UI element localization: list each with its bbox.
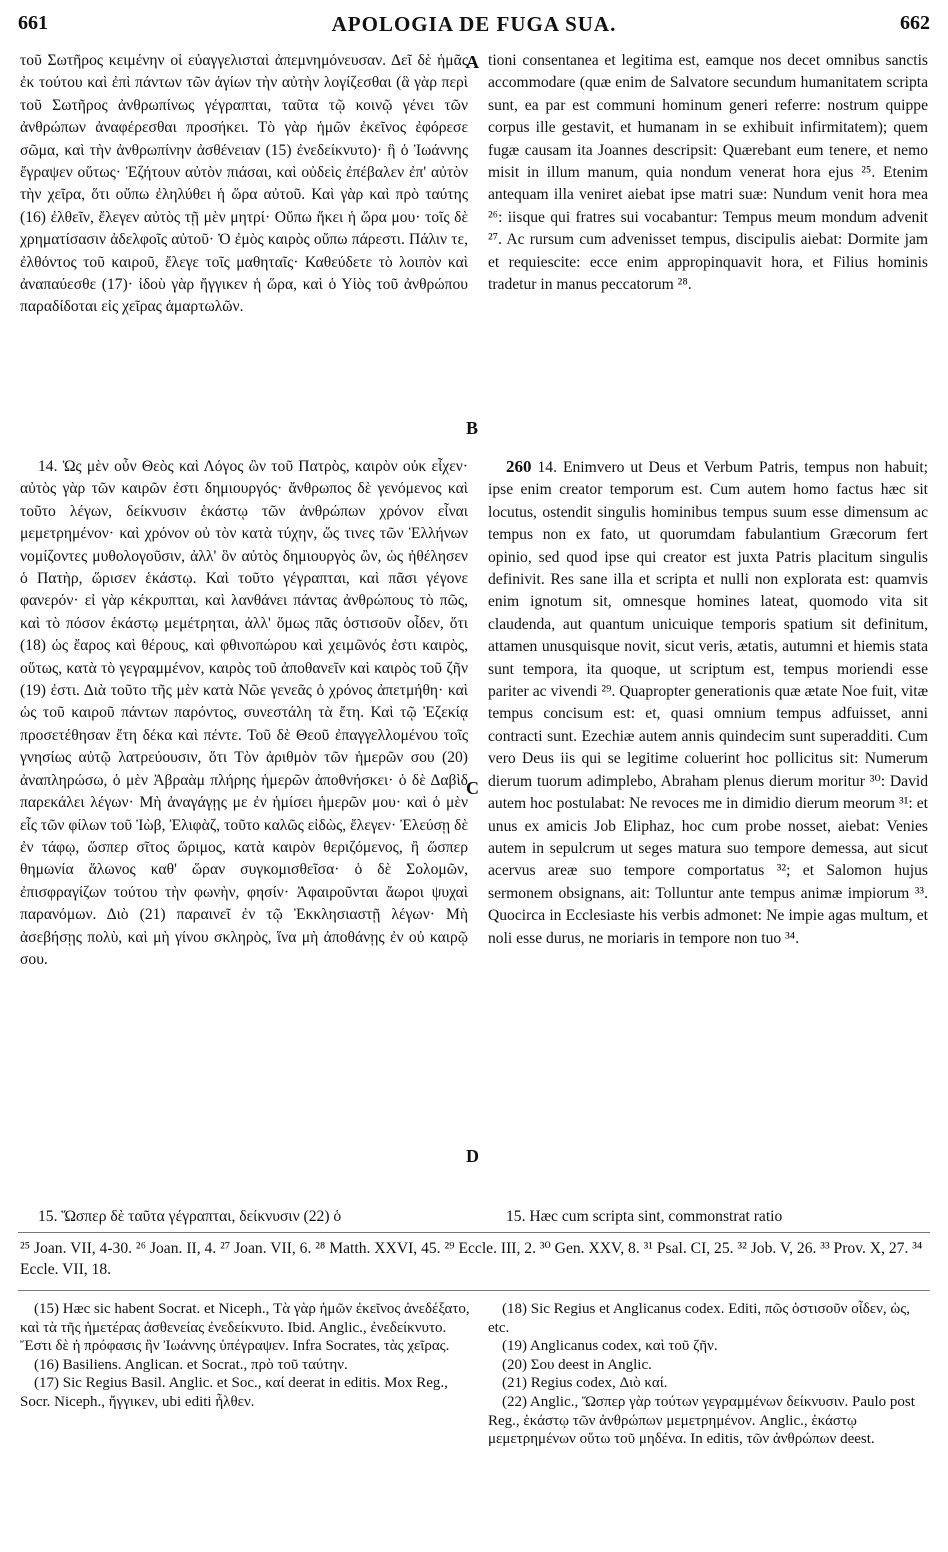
footnotes-left	[20, 1300, 470, 1412]
margin-letter-b: B	[466, 418, 479, 438]
greek-column-section-1	[20, 50, 468, 319]
latin-column-section-2	[488, 456, 928, 950]
footnote: (16) Basiliens. Anglican. et Socrat., πρὸ τοῦ ταύτην.	[34, 1356, 348, 1373]
running-header	[18, 12, 930, 42]
footnotes-right	[488, 1300, 928, 1449]
divider-top	[18, 1232, 930, 1233]
latin-paragraph-1: tioni consentanea et legitima est, eamque nos decet omnibus sanctis accommodare (quæ enim de Salvatore secundum humanitatem scripta sunt, ea par est communi hominum generi referre: nostrum quippe corpus ille gestavit, et humanam in se exhibuit infirmitatem); quem fugæ causam ita Joannes descripsit: Quærebant eum tenere, et nemo misit in illum manum, quia nondum venerat hora ejus ²⁵. Etenim antequam illa veniret aiebat ipse matri suæ: Nundum venit hora mea ²⁶: iisque qui fratres sui vocabantur: Tempus meum mondum advenit ²⁷. Ac rursum cum advenisset tempus, discipulis aiebat: Dormite jam et requiescite: ecce enim appropinquavit hora, et Filius hominis tradetur in manus peccatorum ²⁸.	[488, 52, 928, 294]
footnote: (19) Anglicanus codex, καὶ τοῦ ζῆν.	[502, 1338, 718, 1355]
section-number: 260	[506, 457, 532, 476]
latin-paragraph-3: 15. Hæc cum scripta sint, commonstrat ratio	[506, 1208, 783, 1225]
footnote: (22) Anglic., Ὥσπερ γὰρ τούτων γεγραμμένων δείκνυσιν. Paulo post Reg., ἑκάστῳ τῶν ἀνθρώπων μεμετρημένον. Anglic., ἑκάστῳ μεμετρημένων οὕτω τοῦ μηδένα. In editis, τῶν ἀνθρώπων deest.	[488, 1393, 915, 1448]
scripture-references: ²⁵ Joan. VII, 4-30. ²⁶ Joan. II, 4. ²⁷ Joan. VII, 6. ²⁸ Matth. XXVI, 45. ²⁹ Eccle. III, 2. ³⁰ Gen. XXV, 8. ³¹ Psal. CI, 25. ³² Job. V, 26. ³³ Prov. X, 27. ³⁴ Eccle. VII, 18.	[20, 1240, 923, 1278]
footnote: (15) Hæc sic habent Socrat. et Niceph., Τὰ γὰρ ἡμῶν ἐκεῖνος ἀνεδέξατο, καὶ τὰ τῆς ἡμετέρας ἀσθενείας ἐνεδείκνυτο. Ibid. Anglic., ἐνεδείκνυτο. Ἔστι δὲ ἡ πρόφασις ἣν Ἰωάννης ὑπέγραψεν. Infra Socrates, τὰς χεῖρας.	[20, 1301, 470, 1355]
page-title: APOLOGIA DE FUGA SUA.	[331, 12, 617, 36]
greek-paragraph-2: 14. Ὡς μὲν οὖν Θεὸς καὶ Λόγος ὢν τοῦ Πατρὸς, καιρὸν οὐκ εἶχεν· αὐτὸς γὰρ τῶν καιρῶν ἐστι δημιουργός· ἄνθρωπος δὲ γενόμενος καὶ τοῦτο λέγων, δείκνυσιν ἑκάστῳ τῶν ἀνθρώπων χρόνον εἶναι μεμετρημένον· καὶ χρόνον οὐ τὸν κατὰ τύχην, ὥς τινες τῶν Ἑλλήνων νομίζοντες μυθολογοῦσιν, ἀλλ' ὃν αὐτὸς δημιουργὸς ὢν, ὡς ἠθέλησεν ὁ Πατὴρ, ὥρισεν ἑκάστῳ. Καὶ τοῦτο γέγραπται, καὶ πᾶσι γέγονε φανερόν· εἰ γὰρ κέκρυπται, καὶ λανθάνει πάντας ἀνθρώπους τὸ πῶς, καὶ τὸ πόσον ἑκάστῳ μεμέτρηται, ἀλλ' ὅμως πᾶς ὁστισοῦν οἶδεν, ὅτι (18) ὡς ἔαρος καὶ θέρους, καὶ φθινοπώρου καὶ χειμῶνός ἐστι καιρὸς, οὕτως, κατὰ τὸ γεγραμμένον, καιρὸς τοῦ ἀποθανεῖν καὶ καιρὸς τοῦ ζῆν (19) ἐστι. Διὰ τοῦτο τῆς μὲν κατὰ Νῶε γενεᾶς ὁ χρόνος ἀπετμήθη· καὶ ὡς τοῦ καιροῦ πάντων παρόντος, συνεστάλη τὰ ἔτη. Καὶ τῷ Ἐζεκίᾳ προσετέθησαν ἔτη δέκα καὶ πέντε. Τοῦ δὲ Θεοῦ ἐπαγγελλομένου τοῖς γνησίως αὐτῷ λατρεύουσιν, ὅτι Τὸν ἀριθμὸν τῶν ἡμερῶν σου (20) ἀναπληρώσω, ὁ μὲν Ἀβραὰμ πλήρης ἡμερῶν ἀποθνήσκει· ὁ δὲ Δαβὶδ παρεκάλει λέγων· Μὴ ἀναγάγῃς με ἐν ἡμίσει ἡμερῶν μου· καὶ ὁ μὲν εἷς τῶν φίλων τοῦ Ἰὼβ, Ἐλιφὰζ, τοῦτο καλῶς εἰδὼς, ἔλεγεν· Ἐλεύσῃ δὲ ἐν τάφῳ, ὥσπερ σῖτος ὥριμος, κατὰ καιρὸν θεριζόμενος, ἢ ὥσπερ θημωνία ἅλωνος καθ' ὥραν συγκομισθεῖσα· ὁ δὲ Σολομῶν, ἐπισφραγίζων τούτου τὴν φωνὴν, φησίν· Ἀφαιροῦνται ἄωροι ψυχαὶ παρανόμων. Διὸ (21) παραινεῖ ἐν τῷ Ἐκκλησιαστῇ λέγων· Μὴ ἀσεβήσῃς πολὺ, καὶ μὴ γίνου σκληρὸς, ἵνα μὴ ἀποθάνῃς ἐν οὐ καιρῷ σου.	[20, 458, 468, 968]
greek-paragraph-1: τοῦ Σωτῆρος κειμένην οἱ εὐαγγελισταὶ ἀπεμνημόνευσαν. Δεῖ δὲ ἡμᾶς ἐκ τούτου καὶ ἐπὶ πάντων τῶν ἁγίων τὴν αὐτὴν λογίζεσθαι (ἃ γὰρ περὶ τοῦ Σωτῆρος ἀνθρωπίνως γέγραπται, ταῦτα τῷ κοινῷ γένει τῶν ἀνθρώπων ἀναφέρεσθαι προσήκει. Τὸ γὰρ ἡμῶν ἐκεῖνος ἐφόρεσε σῶμα, καὶ τὴν ἀνθρωπίνην ἀσθένειαν (15) ἐνεδείκνυτο)· ἣ ὁ Ἰωάννης ἔγραψεν οὕτως· Ἐζήτουν αὐτὸν πιάσαι, καὶ οὐδεὶς ἐπέβαλεν ἐπ' αὐτὸν τὴν χεῖρα, ὅτι οὔπω ἐληλύθει ἡ ὥρα αὐτοῦ. Καὶ γὰρ καὶ πρὸ ταύτης (16) ἐλθεῖν, ἔλεγεν αὐτὸς τῇ μὲν μητρί· Οὔπω ἥκει ἡ ὥρα μου· τοῖς δὲ χρηματίσασιν ἀδελφοῖς αὐτοῦ· Ὁ ἐμὸς καιρὸς οὔπω πάρεστι. Πάλιν τε, ἐλθόντος τοῦ καιροῦ, ἔλεγε τοῖς μαθηταῖς· Καθεύδετε τὸ λοιπὸν καὶ ἀναπαύεσθε (17)· ἰδοὺ γὰρ ἤγγικεν ἡ ὥρα, καὶ ὁ Υἱὸς τοῦ ἀνθρώπου παραδίδοται εἰς χεῖρας ἁμαρτωλῶν.	[20, 52, 468, 316]
greek-column-section-2	[20, 456, 468, 971]
page-number-right: 662	[900, 12, 930, 34]
margin-letter-a: A	[466, 52, 479, 72]
margin-letter-c: C	[466, 778, 479, 798]
footnote: (20) Σου deest in Anglic.	[502, 1356, 652, 1373]
footnote: (17) Sic Regius Basil. Anglic. et Soc., καί deerat in editis. Mox Reg., Socr. Niceph., ἤγγικεν, ubi editi ἦλθεν.	[20, 1375, 448, 1410]
latin-paragraph-2-text: 14. Enimvero ut Deus et Verbum Patris, tempus non habuit; ipse enim creator temporum est. Cum autem homo factus hæc sit locutus, ostendit singulis hominibus tempus suum esse dimensum ac tempus non ex fato, ut quorumdam fabulantium Græcorum fert opinio, sed quod ipse qui creator est juxta Patris placitum singulis definivit. Res sane illa et scripta et nulli non explorata est: quamvis enim ignotum sit, omnesque homines lateat, quomodo vita sit claudenda, aut quantum unicuique temporis spatium sit definitum, attamen unusquisque novit, sicut veris, ætatis, autumni et hiemis stata sunt tempora, ita quoque, ut scriptum est, tempus moriendi esse pariter ac vivendi ²⁹. Quapropter generationis quæ ætate Noe fuit, vitæ tempus concisum est: et, quasi omnium tempus adfuisset, anni contracti sunt. Ezechiæ autem annis quindecim sunt superadditi. Cum vero Deus iis qui se legitime coluerint hoc pollicitus sit: Numerum dierum tuorum adimplebo, Abraham plenus dierum moritur ³⁰: David autem hoc postulabat: Ne revoces me in dimidio dierum meorum ³¹: et unus ex amicis Job Eliphaz, hoc cum probe nosset, aiebat: Venies autem in sepulcrum ut seges matura suo tempore demessa, aut sicut acervus areæ suo tempore comportatus ³²; et Salomon hujus sermonem obsignans, ait: Tolluntur ante tempus animæ impiorum ³³. Quocirca in Ecclesiaste his verbis admonet: Ne impie agas multum, et noli esse durus, ne moriaris in tempore non tuo ³⁴.	[488, 459, 928, 947]
greek-paragraph-3: 15. Ὥσπερ δὲ ταῦτα γέγραπται, δείκνυσιν (22) ὁ	[38, 1208, 342, 1225]
margin-letter-d: D	[466, 1146, 479, 1166]
latin-column-section-1	[488, 50, 928, 296]
latin-paragraph-2	[488, 456, 928, 950]
divider-notes	[18, 1290, 930, 1291]
page-number-left: 661	[18, 12, 48, 34]
footnote: (18) Sic Regius et Anglicanus codex. Editi, πῶς ὁστισοῦν οἶδεν, ὡς, etc.	[488, 1301, 910, 1336]
footnote: (21) Regius codex, Διὸ καί.	[502, 1375, 668, 1392]
